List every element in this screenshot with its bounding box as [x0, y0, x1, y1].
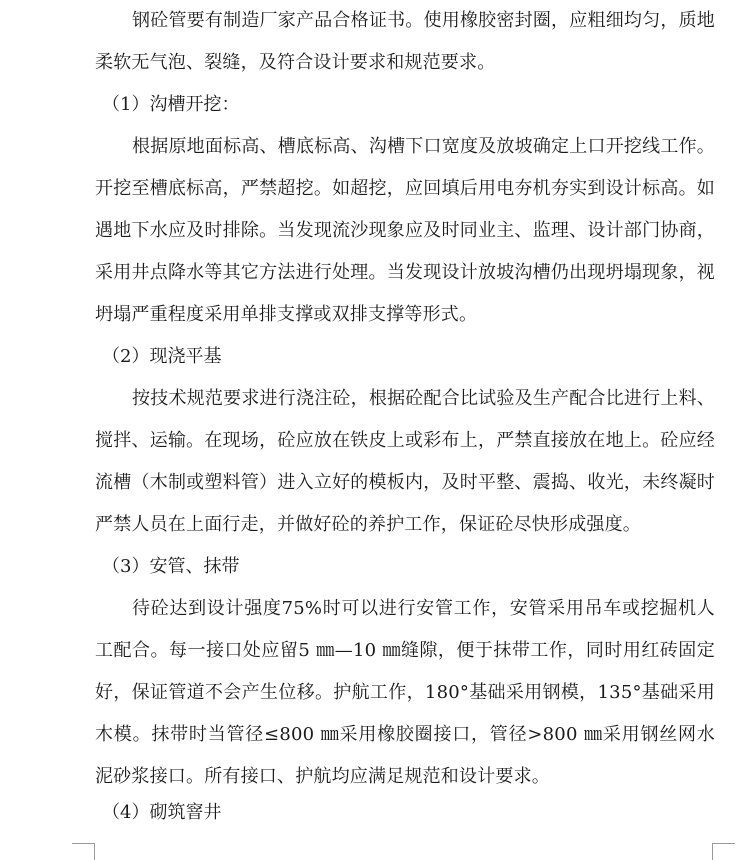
- page-margin-corner-right: [712, 843, 735, 860]
- paragraph-pipe-installation: 待砼达到设计强度75%时可以进行安管工作，安管采用吊车或挖掘机人工配合。每一接口处应留5 ㎜—10 ㎜缝隙，便于抹带工作，同时用红砖固定好，保证管道不会产生位移。护航工作，180°基础采用钢模，135°基础采用木模。抹带时当管径≤800 ㎜采用橡胶圈接口，管径>800 ㎜采用钢丝网水泥砂浆接口。所有接口、护航均应满足规范和设计要求。: [95, 598, 715, 787]
- heading-manhole-masonry: （4）砌筑窨井: [102, 802, 222, 823]
- paragraph-pipe-certification: 钢砼管要有制造厂家产品合格证书。使用橡胶密封圈，应粗细均匀，质地柔软无气泡、裂缝，及符合设计要求和规范要求。: [95, 10, 715, 73]
- paragraph-trench-excavation: 根据原地面标高、槽底标高、沟槽下口宽度及放坡确定上口开挖线工作。开挖至槽底标高，严禁超挖。如超挖，应回填后用电夯机夯实到设计标高。如遇地下水应及时排除。当发现流沙现象应及时同业主、监理、设计部门协商，采用井点降水等其它方法进行处理。当发现设计放坡沟槽仍出现坍塌现象，视坍塌严重程度采用单排支撑或双排支撑等形式。: [95, 136, 715, 325]
- paragraph-cast-in-place-base: 按技术规范要求进行浇注砼，根据砼配合比试验及生产配合比进行上料、搅拌、运输。在现场，砼应放在铁皮上或彩布上，严禁直接放在地上。砼应经流槽（木制或塑料管）进入立好的模板内，及时平整、震捣、收光，未终凝时严禁人员在上面行走，并做好砼的养护工作，保证砼尽快形成强度。: [95, 388, 715, 535]
- heading-pipe-installation: （3）安管、抹带: [102, 556, 240, 577]
- page-margin-corner-left: [72, 843, 95, 860]
- heading-cast-in-place-base: （2）现浇平基: [102, 346, 222, 367]
- heading-trench-excavation: （1）沟槽开挖：: [102, 94, 240, 115]
